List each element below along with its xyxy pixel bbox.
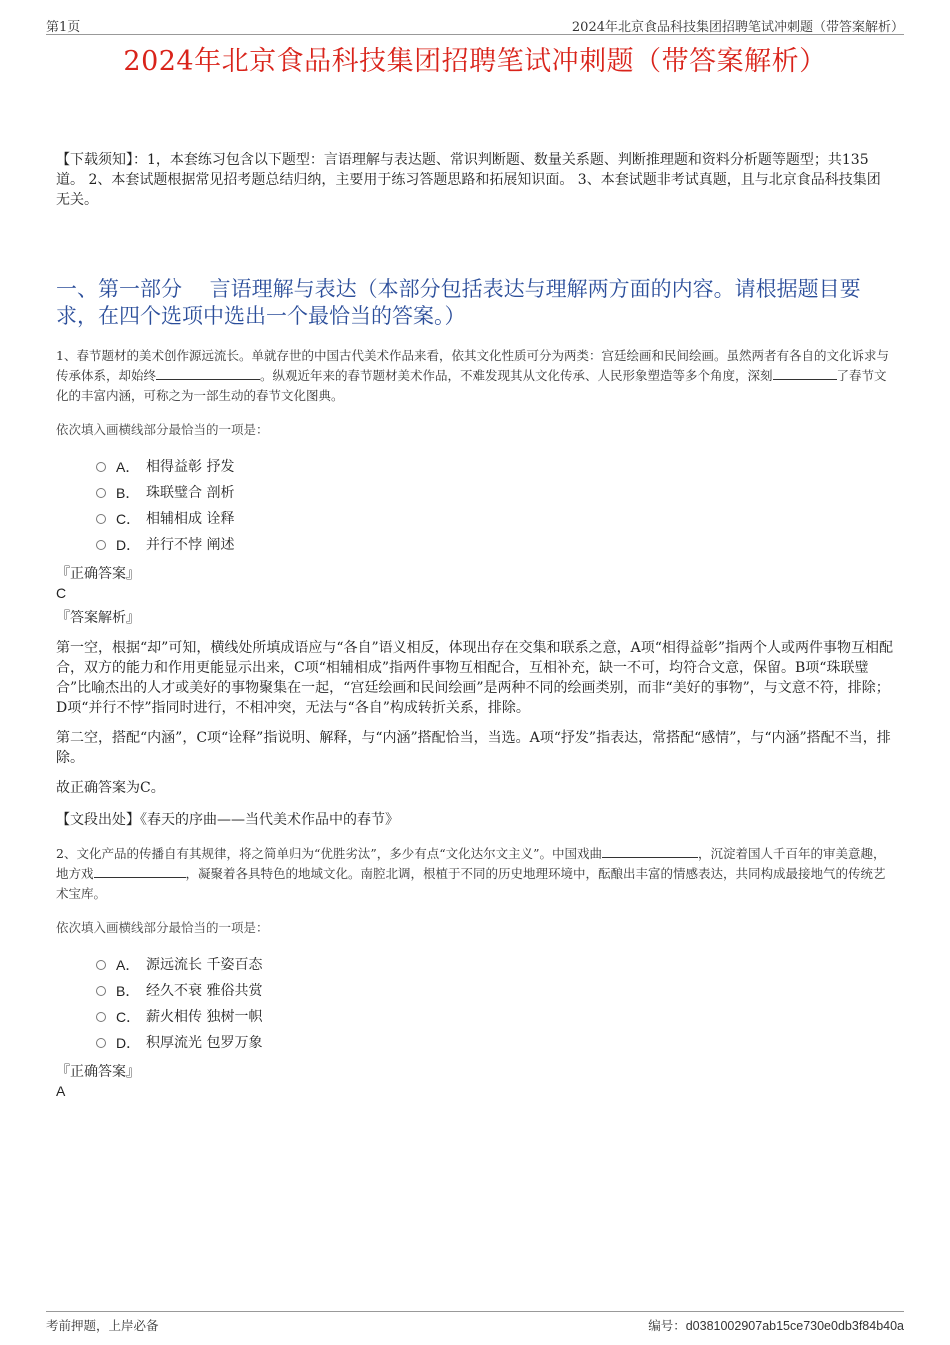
- option-a[interactable]: [96, 952, 896, 978]
- option-letter: C．: [116, 511, 141, 527]
- option-d[interactable]: [96, 532, 896, 558]
- question-1-instruction: 依次填入画横线部分最恰当的一项是：: [56, 422, 269, 437]
- stem-text: 1、春节题材的美术创作源远流长。单就存世的中国古代美术作品来看，依其文化性质可分为两类：宫廷绘画和民间绘画。虽然两者有各自的文化诉求与传承体系，却始终: [56, 348, 889, 383]
- option-letter: D．: [116, 537, 141, 553]
- analysis-paragraph: 故正确答案为C。: [56, 780, 165, 796]
- stem-text: 了春节文化的丰富内涵，可称之为一部生动的春节文化图典。: [56, 368, 887, 403]
- section-title: 一、第一部分 言语理解与表达（本部分包括表达与理解两方面的内容。请根据题目要求，在四个选项中选出一个最恰当的答案。）: [56, 277, 861, 328]
- option-letter: A．: [116, 957, 140, 973]
- option-text: 源远流长 千姿百态: [146, 957, 263, 973]
- option-c[interactable]: [96, 1004, 896, 1030]
- radio-icon[interactable]: [96, 540, 106, 550]
- document-code: [648, 1316, 904, 1334]
- analysis-paragraph: 第二空，搭配“内涵”，C项“诠释”指说明、解释，与“内涵”搭配恰当，当选。A项“抒发”指表达，常搭配“感情”，与“内涵”搭配不当，排除。: [56, 730, 891, 766]
- option-text: 积厚流光 包罗万象: [146, 1035, 263, 1051]
- stem-text: 2、文化产品的传播自有其规律，将之简单归为“优胜劣汰”，多少有点“文化达尔文主义”。中国戏曲: [56, 846, 603, 861]
- option-letter: A．: [116, 459, 140, 475]
- correct-answer: C: [56, 585, 67, 601]
- correct-answer: A: [56, 1083, 66, 1099]
- code-value: d0381002907ab15ce730e0db3f84b40a: [685, 1319, 904, 1333]
- footer-slogan: 考前押题，上岸必备: [46, 1318, 159, 1333]
- option-c[interactable]: [96, 506, 896, 532]
- page-header: [46, 14, 904, 35]
- page-footer: [46, 1311, 904, 1334]
- download-notice: 【下载须知】：1，本套练习包含以下题型：言语理解与表达题、常识判断题、数量关系题、判断推理题和资料分析题等题型；共135道。 2、本套试题根据常见招考题总结归纳，主要用于练习答题思路和拓展知识面。 3、本套试题非考试真题，且与北京食品科技集团无关。: [56, 152, 881, 208]
- radio-icon[interactable]: [96, 462, 106, 472]
- option-text: 相辅相成 诠释: [146, 511, 235, 527]
- option-text: 薪火相传 独树一帜: [146, 1009, 263, 1025]
- option-b[interactable]: [96, 978, 896, 1004]
- passage-source: 【文段出处】《春天的序曲——当代美术作品中的春节》: [56, 812, 399, 828]
- question-2-options: [96, 952, 896, 1056]
- stem-text: ，凝聚着各具特色的地域文化。南腔北调，根植于不同的历史地理环境中，酝酿出丰富的情感表达，共同构成最接地气的传统艺术宝库。: [56, 866, 886, 901]
- option-b[interactable]: [96, 480, 896, 506]
- blank-2: [773, 366, 837, 380]
- analysis-paragraph: 第一空，根据“却”可知，横线处所填成语应与“各自”语义相反，体现出存在交集和联系之意，A项“相得益彰”指两个人或两件事物互相配合，双方的能力和作用更能显示出来，C项“相辅相成”指两件事物互相配合，互相补充，缺一不可，均符合文意，保留。B项“珠联璧合”比喻杰出的人才或美好的事物聚集在一起，“宫廷绘画和民间绘画”是两种不同的绘画类别，而非“美好的事物”，与文意不符，排除；D项“并行不悖”指同时进行，不相冲突，无法与“各自”构成转折关系，排除。: [56, 640, 894, 716]
- document-title: 2024年北京食品科技集团招聘笔试冲刺题（带答案解析）: [123, 46, 827, 77]
- question-1-options: [96, 454, 896, 558]
- code-label: 编号：: [648, 1318, 686, 1333]
- correct-answer-label: 『正确答案』: [56, 1064, 140, 1080]
- stem-text: 。纵观近年来的春节题材美术作品，不难发现其从文化传承、人民形象塑造等多个角度，深刻: [260, 368, 773, 383]
- option-a[interactable]: [96, 454, 896, 480]
- question-1: [56, 346, 896, 830]
- stem-text: ，沉淀着国人千百年的审美意趣，地方戏: [56, 846, 886, 881]
- question-2-stem: [56, 844, 896, 904]
- radio-icon[interactable]: [96, 488, 106, 498]
- option-letter: C．: [116, 1009, 141, 1025]
- option-d[interactable]: [96, 1030, 896, 1056]
- radio-icon[interactable]: [96, 514, 106, 524]
- option-letter: B．: [116, 485, 140, 501]
- radio-icon[interactable]: [96, 1012, 106, 1022]
- header-doc-name: 2024年北京食品科技集团招聘笔试冲刺题（带答案解析）: [571, 20, 904, 35]
- blank-1: [156, 366, 260, 380]
- blank-2: [94, 864, 186, 878]
- option-letter: B．: [116, 983, 140, 999]
- option-text: 珠联璧合 剖析: [146, 485, 235, 501]
- option-letter: D．: [116, 1035, 141, 1051]
- correct-answer-label: 『正确答案』: [56, 566, 140, 582]
- option-text: 相得益彰 抒发: [146, 459, 235, 475]
- option-text: 经久不衰 雅俗共赏: [146, 983, 263, 999]
- question-1-stem: [56, 346, 896, 406]
- radio-icon[interactable]: [96, 960, 106, 970]
- question-2-instruction: 依次填入画横线部分最恰当的一项是：: [56, 920, 269, 935]
- page-number: 第1页: [46, 20, 81, 35]
- analysis-label: 『答案解析』: [56, 610, 140, 626]
- radio-icon[interactable]: [96, 986, 106, 996]
- question-2: [56, 844, 896, 1100]
- analysis-body: [56, 638, 896, 798]
- blank-1: [602, 844, 698, 858]
- option-text: 并行不悖 阐述: [146, 537, 235, 553]
- radio-icon[interactable]: [96, 1038, 106, 1048]
